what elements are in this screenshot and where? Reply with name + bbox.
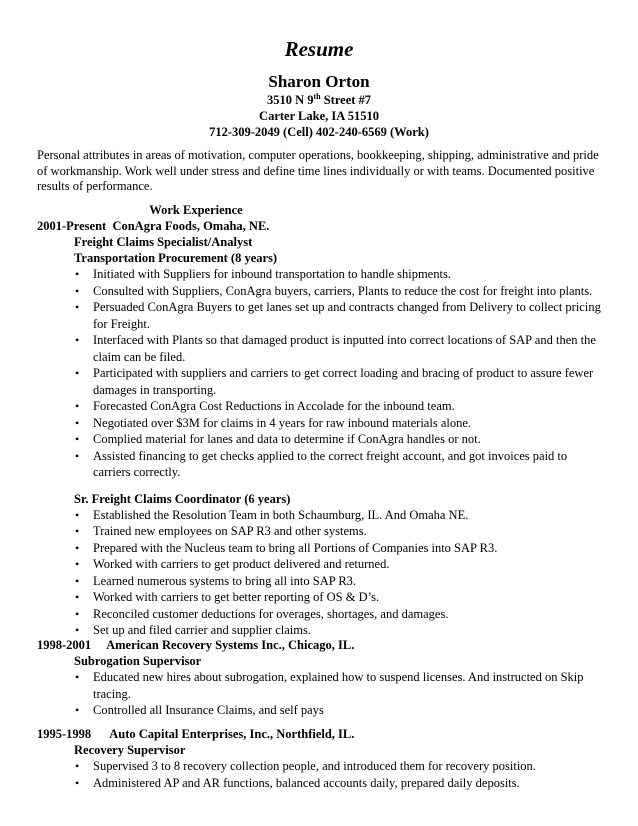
role2-bullets	[37, 507, 607, 639]
bullet-icon: •	[75, 399, 80, 413]
spacer	[37, 481, 607, 491]
list-item	[75, 332, 607, 365]
job-title: Subrogation Supervisor	[74, 654, 202, 668]
bullet-icon: •	[75, 540, 80, 555]
bullet-icon: •	[75, 283, 80, 298]
list-item	[75, 299, 607, 332]
address-line-1	[0, 92, 638, 108]
bullet-icon: •	[75, 366, 80, 380]
bullet-icon: •	[75, 432, 80, 446]
work-experience-heading: Work Experience	[149, 203, 243, 217]
job-american-recovery	[37, 637, 607, 719]
bullet-text: Established the Resolution Team in both Schaumburg, IL. And Omaha NE.	[93, 507, 469, 522]
list-item	[75, 589, 607, 606]
list-item	[75, 283, 607, 300]
bullet-icon: •	[75, 573, 80, 588]
street-number: 3510 N 9	[266, 93, 314, 107]
job-header	[37, 218, 607, 234]
bullet-icon: •	[75, 300, 80, 314]
bullet-text: Participated with suppliers and carriers to get correct loading and bracing of product to assure fewer damages in transporting.	[93, 366, 594, 397]
list-item	[75, 523, 607, 540]
bullet-icon: •	[75, 557, 80, 571]
list-item	[75, 365, 607, 398]
job-bullets	[37, 669, 607, 719]
job-title: Recovery Supervisor	[74, 743, 186, 757]
bullet-text: Consulted with Suppliers, ConAgra buyers, carriers, Plants to reduce the cost for freight into plants.	[93, 283, 593, 298]
bullet-text: Prepared with the Nucleus team to bring all Portions of Companies into SAP R3.	[93, 540, 498, 555]
bullet-text: Set up and filed carrier and supplier claims.	[93, 623, 311, 637]
job-company: Auto Capital Enterprises, Inc., Northfield, IL.	[109, 727, 355, 741]
street-name: Street #7	[320, 93, 372, 107]
bullet-text: Persuaded ConAgra Buyers to get lanes set up and contracts changed from Delivery to collect pricing for Freight.	[93, 300, 601, 331]
list-item	[75, 540, 607, 557]
job-company: ConAgra Foods, Omaha, NE.	[112, 219, 270, 233]
bullet-icon: •	[75, 448, 80, 463]
bullet-text: Controlled all Insurance Claims, and self pays	[93, 703, 324, 717]
job-auto-capital	[37, 726, 607, 791]
list-item	[75, 669, 607, 702]
bullet-text: Worked with carriers to get product delivered and returned.	[93, 557, 390, 571]
bullet-text: Forecasted ConAgra Cost Reductions in Accolade for the inbound team.	[93, 399, 455, 413]
bullet-text: Educated new hires about subrogation, explained how to suspend licenses. And instructed on Skip tracing.	[93, 670, 584, 701]
list-item	[75, 775, 607, 792]
bullet-icon: •	[75, 759, 80, 773]
list-item	[75, 415, 607, 432]
bullet-icon: •	[75, 415, 80, 430]
bullet-text: Administered AP and AR functions, balanced accounts daily, prepared daily deposits.	[93, 775, 520, 790]
list-item	[75, 507, 607, 524]
list-item	[75, 556, 607, 573]
role2-title: Sr. Freight Claims Coordinator (6 years)	[74, 491, 291, 506]
address-line-2: Carter Lake, IA 51510	[259, 109, 379, 123]
job-subtitle: Transportation Procurement (8 years)	[74, 251, 278, 265]
bullet-icon: •	[75, 590, 80, 604]
list-item	[75, 431, 607, 448]
bullet-icon: •	[75, 606, 80, 621]
bullet-icon: •	[75, 623, 80, 637]
ordinal-suffix: th	[313, 91, 321, 101]
list-item	[75, 702, 607, 719]
bullet-text: Initiated with Suppliers for inbound transportation to handle shipments.	[93, 267, 451, 281]
bullet-text: Worked with carriers to get better reporting of OS & D’s.	[93, 590, 380, 604]
bullet-icon: •	[75, 703, 80, 717]
job-years: 1995-1998	[37, 727, 92, 741]
bullet-icon: •	[75, 507, 80, 522]
list-item	[75, 573, 607, 590]
bullet-text: Trained new employees on SAP R3 and other systems.	[93, 524, 367, 538]
list-item	[75, 606, 607, 623]
resume-title: Resume	[284, 37, 354, 61]
candidate-name: Sharon Orton	[268, 72, 370, 91]
bullet-icon: •	[75, 670, 80, 684]
bullet-text: Reconciled customer deductions for overages, shortages, and damages.	[93, 606, 449, 621]
job-bullets	[37, 758, 607, 791]
bullet-icon: •	[75, 267, 80, 281]
bullet-icon: •	[75, 524, 80, 538]
bullet-text: Supervised 3 to 8 recovery collection people, and introduced them for recovery position.	[93, 759, 536, 773]
bullet-icon: •	[75, 333, 80, 347]
bullet-text: Complied material for lanes and data to determine if ConAgra handles or not.	[93, 432, 481, 446]
job-header	[37, 726, 607, 742]
job-conagra	[37, 218, 607, 639]
list-item	[75, 266, 607, 283]
bullet-text: Interfaced with Plants so that damaged product is inputted into correct locations of SAP and then the claim can be filed.	[93, 333, 596, 364]
list-item	[75, 758, 607, 775]
bullet-text: Assisted financing to get checks applied to the correct freight account, and got invoices paid to carriers correctly.	[93, 448, 568, 479]
job-years: 2001-Present	[37, 219, 107, 233]
bullet-text: Negotiated over $3M for claims in 4 years for raw inbound materials alone.	[93, 415, 472, 430]
personal-summary: Personal attributes in areas of motivation, computer operations, bookkeeping, shipping, administrative and pride of workmanship. Work well under stress and define time lines individually or with teams. Documented positive results of performance.	[37, 148, 599, 193]
list-item	[75, 398, 607, 415]
bullet-icon: •	[75, 775, 80, 790]
job-header	[37, 637, 607, 653]
phone-numbers: 712-309-2049 (Cell) 402-240-6569 (Work)	[209, 125, 429, 139]
bullet-text: Learned numerous systems to bring all into SAP R3.	[93, 573, 357, 588]
job-company: American Recovery Systems Inc., Chicago, IL.	[106, 638, 355, 652]
job-title: Freight Claims Specialist/Analyst	[74, 235, 253, 249]
job-years: 1998-2001	[37, 638, 92, 652]
job-bullets	[37, 266, 607, 481]
list-item	[75, 448, 607, 481]
